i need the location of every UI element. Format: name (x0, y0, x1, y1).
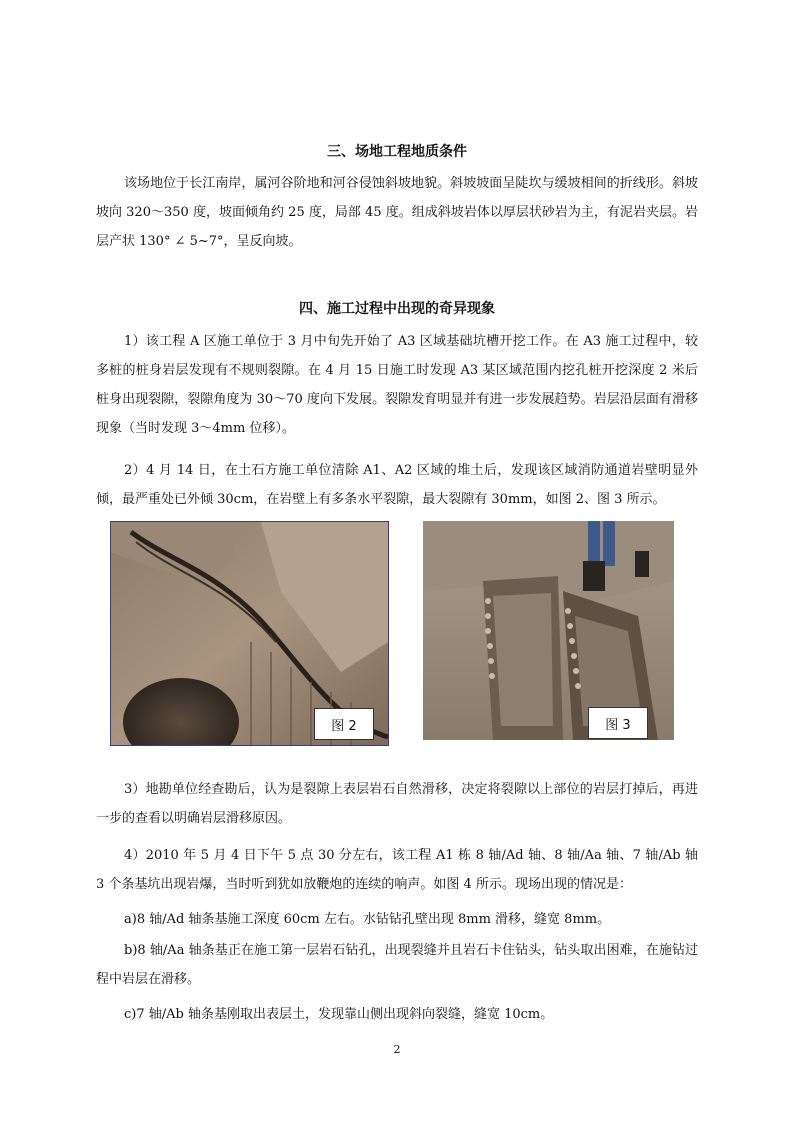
section3-heading: 三、场地工程地质条件 (327, 144, 467, 160)
section4-paragraph-3: 3）地勘单位经查勘后，认为是裂隙上表层岩石自然滑移，决定将裂隙以上部位的岩层打掉后，再进一步的查看以明确岩层滑移原因。 (96, 782, 698, 826)
section3-paragraph: 该场地位于长江南岸，属河谷阶地和河谷侵蚀斜坡地貌。斜坡坡面呈陡坎与缓坡相间的折线形。斜坡坡向 320～350 度，坡面倾角约 25 度，局部 45 度。组成斜坡岩体以厚层状砂岩为主，有泥岩夹层。岩层产状 130° ∠ 5~7°，呈反向坡。 (96, 176, 698, 249)
section4-paragraph-1: 1）该工程 A 区施工单位于 3 月中旬先开始了 A3 区域基础坑槽开挖工作。在 A3 施工过程中，较多桩的桩身岩层发现有不规则裂隙。在 4 月 15 日施工时发现 A3 某区域范围内挖孔桩开挖深度 2 米后桩身出现裂隙，裂隙角度为 30～70 度向下发展。裂隙发育明显并有进一步发展趋势。岩层沿层面有滑移现象（当时发现 3～4mm 位移）。 (96, 334, 698, 436)
section4-item-c: c)7 轴/Ab 轴条基刚取出表层土，发现靠山侧出现斜向裂缝，缝宽 10cm。 (124, 1007, 554, 1022)
page-number: 2 (393, 1043, 401, 1056)
section4-paragraph-4: 4）2010 年 5 月 4 日下午 5 点 30 分左右，该工程 A1 栋 8 轴/Ad 轴、8 轴/Aa 轴、7 轴/Ab 轴 3 个条基坑出现岩爆，当时听到犹如放鞭炮的连续的响声。如图 4 所示。现场出现的情况是： (96, 848, 698, 892)
section4-item-a: a)8 轴/Ad 轴条基施工深度 60cm 左右。水钻钻孔壁出现 8mm 滑移，缝宽 8mm。 (124, 912, 611, 927)
section4-item-b: b)8 轴/Aa 轴条基正在施工第一层岩石钻孔，出现裂缝并且岩石卡住钻头，钻头取出困难，在施钻过程中岩层在滑移。 (96, 943, 698, 987)
section4-paragraph-2: 2）4 月 14 日，在土石方施工单位清除 A1、A2 区域的堆土后，发现该区域消防通道岩壁明显外倾，最严重处已外倾 30cm，在岩壁上有多条水平裂隙，最大裂隙有 30mm，如图 2、图 3 所示。 (96, 463, 698, 507)
section4-heading: 四、施工过程中出现的奇异现象 (299, 301, 495, 317)
figure-2-caption: 图 2 (314, 708, 374, 740)
figure-3-caption: 图 3 (588, 707, 648, 739)
